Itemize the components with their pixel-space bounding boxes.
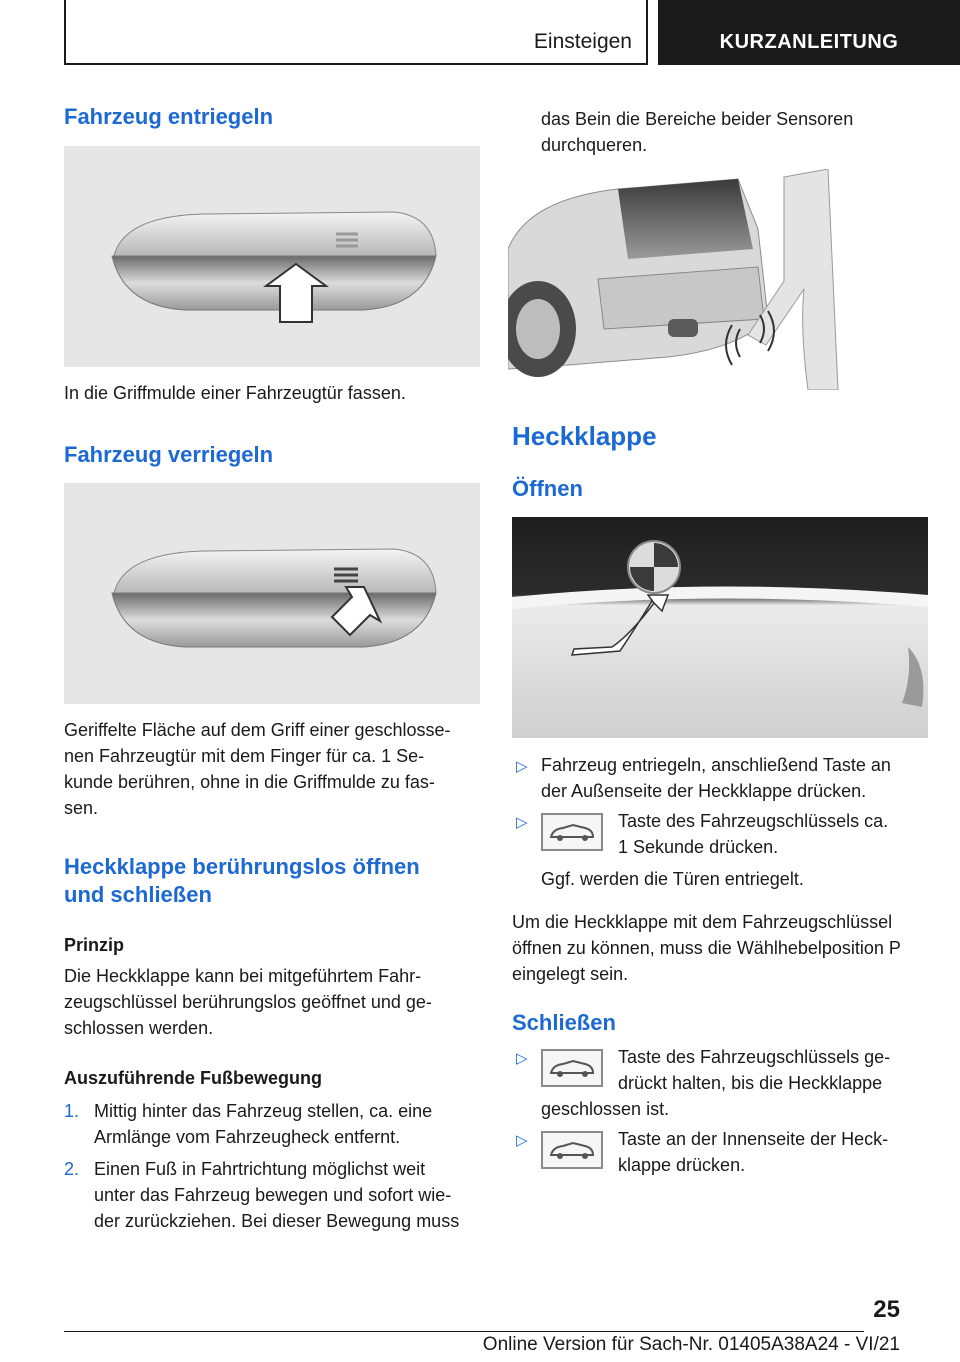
footer-online-version: Online Version für Sach-Nr. 01405A38A24 - VI/21 [482, 1334, 900, 1355]
open-item-1-line-1: Fahrzeug entriegeln, anschließend Taste an [541, 755, 891, 775]
close-item-1-line-2: drückt halten, bis die Heckklappe [618, 1073, 883, 1093]
close-item-2-marker: ▷ [516, 1132, 528, 1149]
heading-prinzip: Prinzip [64, 935, 125, 955]
step-1-line-1: Mittig hinter das Fahrzeug stellen, ca. eine [94, 1101, 433, 1121]
step-number-2: 2. [64, 1159, 80, 1179]
close-item-1-line-3: geschlossen ist. [541, 1099, 670, 1119]
header-rule-left [64, 0, 66, 64]
foot-gesture-image [508, 169, 846, 390]
close-item-2-line-2: klappe drücken. [618, 1155, 746, 1175]
tailgate-button-image [512, 517, 928, 738]
header-section-title: Einsteigen [480, 0, 648, 63]
heading-lock: Fahrzeug verriegeln [64, 442, 274, 467]
header-chapter-tab: KURZANLEITUNG [658, 0, 960, 65]
car-tailgate-key-icon [541, 813, 603, 851]
door-handle-unlock-image [64, 146, 480, 367]
text-lock-line-3: kunde berühren, ohne in die Griffmulde zu fas- [64, 772, 435, 792]
step-number-1: 1. [64, 1101, 80, 1121]
text-unlock: In die Griffmulde einer Fahrzeugtür fassen. [64, 383, 406, 403]
text-lock-line-4: sen. [64, 798, 99, 818]
footer-rule [64, 1331, 864, 1332]
heading-touchless-line-2: und schließen [64, 882, 212, 907]
text-lock-line-2: nen Fahrzeugtür mit dem Finger für ca. 1 Se- [64, 746, 425, 766]
close-item-1-line-1: Taste des Fahrzeugschlüssels ge- [618, 1047, 891, 1067]
open-item-1-marker: ▷ [516, 758, 528, 775]
text-selector-line-1: Um die Heckklappe mit dem Fahrzeugschlüssel [512, 912, 893, 932]
step-2-line-2: unter das Fahrzeug bewegen und sofort wie- [94, 1185, 452, 1205]
text-prinzip-line-1: Die Heckklappe kann bei mitgeführtem Fahr- [64, 966, 422, 986]
heading-unlock: Fahrzeug entriegeln [64, 104, 274, 129]
text-continue-line-1: das Bein die Bereiche beider Sensoren [541, 109, 854, 129]
step-1-line-2: Armlänge vom Fahrzeugheck entfernt. [94, 1127, 401, 1147]
page-number: 25 [873, 1296, 900, 1323]
text-selector-line-3: eingelegt sein. [512, 964, 629, 984]
heading-tailgate: Heckklappe [512, 421, 657, 451]
open-item-2-marker: ▷ [516, 814, 528, 831]
heading-touchless-line-1: Heckklappe berührungslos öffnen [64, 854, 420, 879]
car-tailgate-key-icon [541, 1049, 603, 1087]
text-lock-line-1: Geriffelte Fläche auf dem Griff einer geschlosse- [64, 720, 451, 740]
text-doors-unlocked: Ggf. werden die Türen entriegelt. [541, 869, 804, 889]
door-handle-lock-image [64, 483, 480, 704]
close-item-1-marker: ▷ [516, 1050, 528, 1067]
header-rule-bottom [64, 63, 648, 65]
step-2-line-1: Einen Fuß in Fahrtrichtung möglichst weit [94, 1159, 426, 1179]
car-tailgate-key-icon [541, 1131, 603, 1169]
text-selector-line-2: öffnen zu können, muss die Wählhebelposition P [512, 938, 901, 958]
heading-foot-motion: Auszuführende Fußbewegung [64, 1068, 322, 1088]
text-prinzip-line-2: zeugschlüssel berührungslos geöffnet und ge- [64, 992, 432, 1012]
close-item-2-line-1: Taste an der Innenseite der Heck- [618, 1129, 889, 1149]
heading-open: Öffnen [512, 476, 583, 501]
text-prinzip-line-3: schlossen werden. [64, 1018, 214, 1038]
step-2-line-3: der zurückziehen. Bei dieser Bewegung muss [94, 1211, 460, 1231]
open-item-2-line-2: 1 Sekunde drücken. [618, 837, 779, 857]
open-item-2-line-1: Taste des Fahrzeugschlüssels ca. [618, 811, 889, 831]
text-continue-line-2: durchqueren. [541, 135, 648, 155]
heading-close: Schließen [512, 1010, 616, 1035]
open-item-1-line-2: der Außenseite der Heckklappe drücken. [541, 781, 867, 801]
